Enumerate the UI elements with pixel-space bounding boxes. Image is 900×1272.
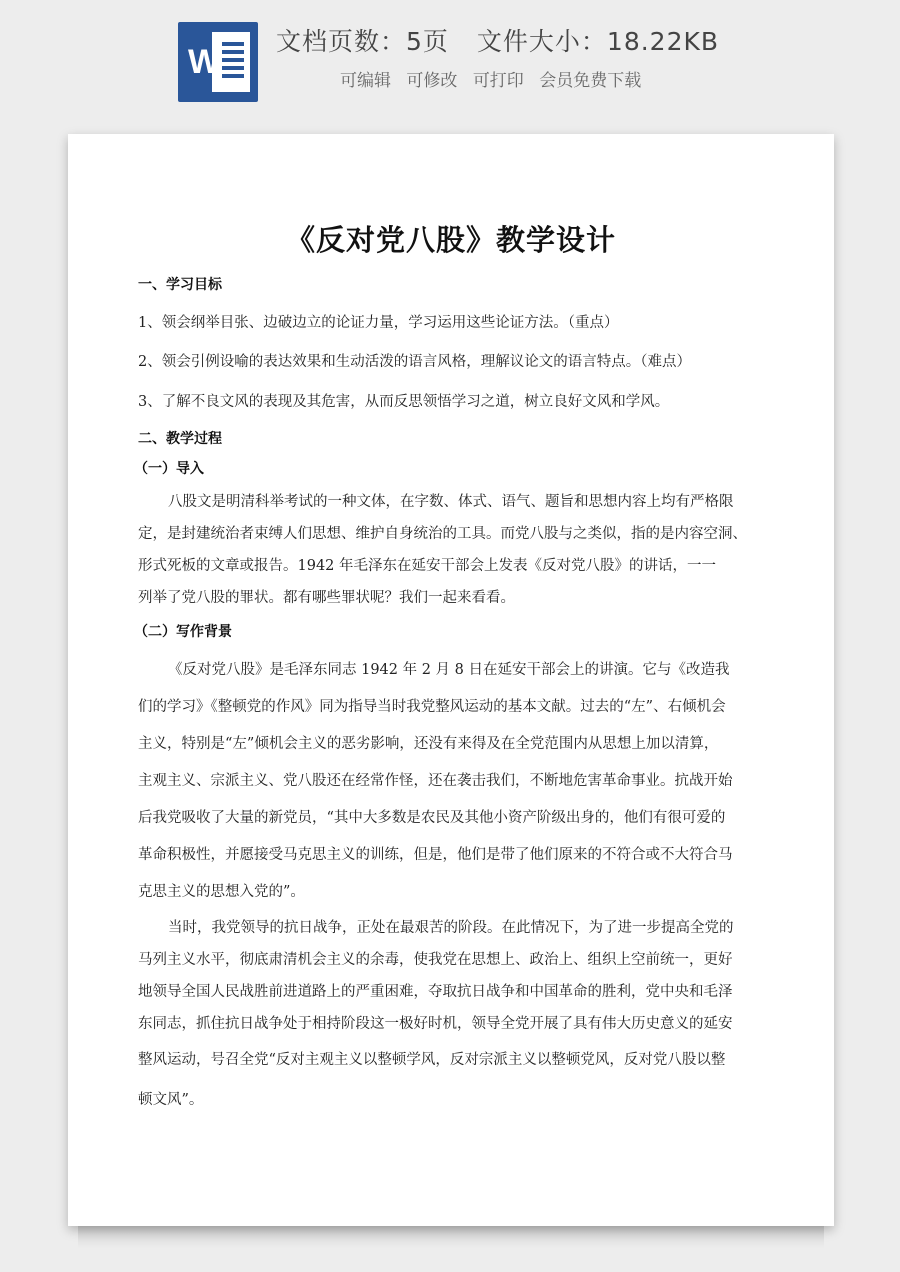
goal-item: 1、领会纲举目张、边破边立的论证力量，学习运用这些论证方法。（重点） [138, 315, 619, 331]
goal-item: 3、了解不良文风的表现及其危害，从而反思领悟学习之道，树立良好文风和学风。 [138, 394, 670, 410]
page-count: 文档页数：5页 [276, 27, 449, 56]
intro-paragraph: 八股文是明清科举考试的一种文体，在字数、体式、语气、题旨和思想内容上均有严格限 定，是封建统治者束缚人们思想、维护自身统治的工具。而党八股与之类似，指的是内容空洞、 形式死板的文章或报告。1942 年毛泽东在延安干部会上发表《反对党八股》的讲话，一一 列举了党八股的罪状。都有哪些罪状呢？我们一起来看看。 [138, 494, 747, 606]
section-heading-goals: 一、学习目标 [138, 277, 222, 293]
background-paragraph-2: 当时，我党领导的抗日战争，正处在最艰苦的阶段。在此情况下，为了进一步提高全党的 马列主义水平，彻底肃清机会主义的余毒，使我党在思想上、政治上、组织上空前统一，更好 地领导全国人民战胜前进道路上的严重困难，夺取抗日战争和中国革命的胜利，党中央和毛泽 东同志，抓住抗日战争处于相持阶段这一极好时机，领导全党开展了具有伟大历史意义的延安 整风运动，号召全党“反对主观主义以整顿学风，反对宗派主义以整顿党风，反对党八股以整 顿文风”。 [138, 920, 734, 1108]
word-letter: W [187, 43, 221, 81]
word-doc-icon [178, 22, 258, 102]
subsection-heading-background: （二）写作背景 [134, 624, 232, 640]
background-paragraph: 《反对党八股》是毛泽东同志 1942 年 2 月 8 日在延安干部会上的讲演。它与《改造我 们的学习》《整顿党的作风》同为指导当时我党整风运动的基本文献。过去的“左”、右倾机会 主义，特别是“左”倾机会主义的恶劣影响，还没有来得及在全党范围内从思想上加以清算， 主观主义、宗派主义、党八股还在经常作怪，还在袭击我们，不断地危害革命事业。抗战开始 后我党吸收了大量的新党员，“其中大多数是农民及其他小资产阶级出身的，他们有很可爱的 革命积极性，并愿接受马克思主义的训练，但是，他们是带了他们原来的不符合或不大符合马 克思主义的思想入党的”。 [138, 662, 733, 900]
download-header [0, 0, 900, 130]
feature-editable: 可编辑 [340, 71, 391, 91]
paper-shadow [78, 1226, 824, 1248]
feature-modifiable: 可修改 [406, 71, 458, 91]
feature-list [340, 66, 641, 91]
feature-printable: 可打印 [472, 71, 524, 91]
subsection-heading-intro: （一）导入 [134, 461, 204, 477]
feature-free-download: 会员免费下载 [539, 71, 642, 91]
document-title: 《反对党八股》教学设计 [285, 223, 616, 257]
section-heading-process: 二、教学过程 [138, 431, 222, 447]
file-size: 文件大小：18.22KB [476, 27, 720, 56]
goal-item: 2、领会引例设喻的表达效果和生动活泼的语言风格，理解议论文的语言特点。（难点） [138, 354, 691, 370]
doc-meta [276, 22, 719, 58]
document-page [68, 134, 834, 1226]
